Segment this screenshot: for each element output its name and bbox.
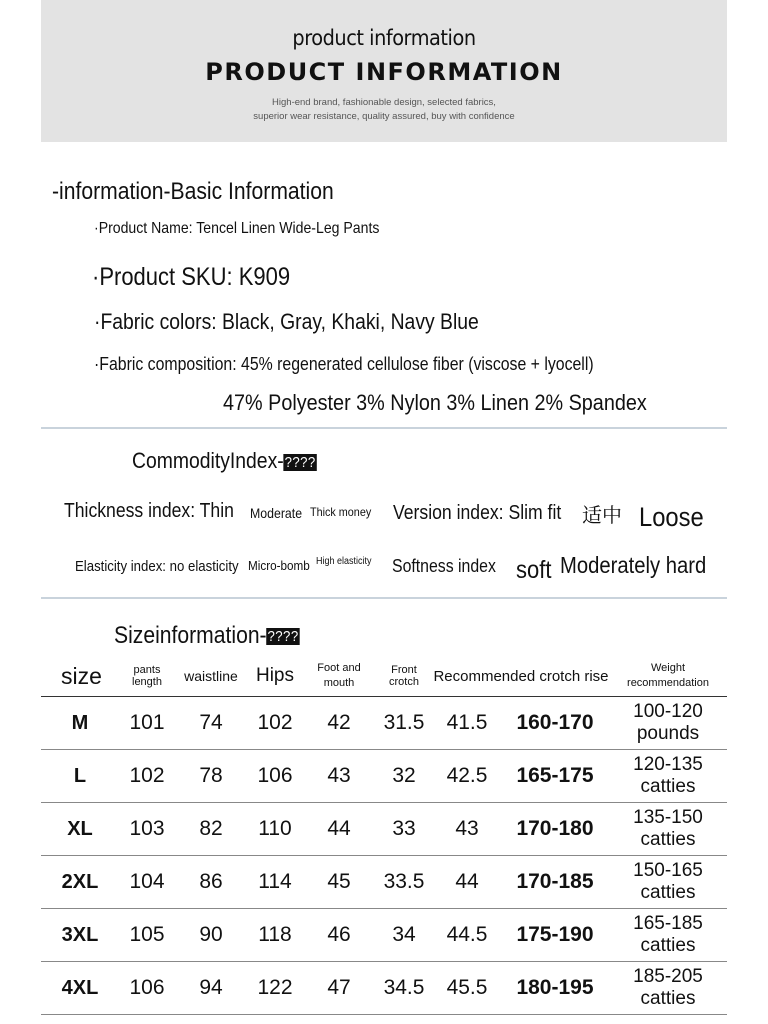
header-crotch-rise: Recommended crotch rise [433, 656, 609, 697]
info-banner [41, 0, 727, 142]
thickness-moderate: Moderate [250, 505, 303, 521]
cell-foot: 43 [303, 750, 375, 803]
version-index: Version index: Slim fit [393, 502, 562, 524]
cell-foot: 44 [303, 803, 375, 856]
table-row [41, 697, 727, 750]
cell-weight: 150-165 catties [609, 856, 727, 909]
header-waistline: waistline [175, 656, 247, 697]
fabric-composition: ·Fabric composition: 45% regenerated cellulose fiber (viscose + lyocell) [94, 354, 594, 374]
cell-rise: 42.5 [433, 750, 501, 803]
cell-size: 4XL [41, 962, 119, 1015]
banner-subtitle [41, 96, 727, 124]
cell-waist: 82 [175, 803, 247, 856]
table-row [41, 962, 727, 1015]
cell-length: 104 [119, 856, 175, 909]
cell-height: 160-170 [501, 697, 609, 750]
header-weight-line2: recommendation [627, 677, 709, 689]
cell-foot: 42 [303, 697, 375, 750]
header-hips: Hips [247, 656, 303, 697]
banner-script-title: product information [292, 26, 476, 50]
size-table [41, 656, 727, 1015]
divider-2 [41, 597, 727, 599]
cell-weight: 120-135 catties [609, 750, 727, 803]
header-size: size [41, 656, 119, 697]
header-weight [609, 656, 727, 697]
cell-rise: 41.5 [433, 697, 501, 750]
cell-length: 102 [119, 750, 175, 803]
commodity-heading-box: ???? [284, 453, 316, 471]
cell-hips: 110 [247, 803, 303, 856]
basic-info-heading: -information-Basic Information [52, 178, 334, 205]
size-table-header [41, 656, 727, 697]
table-row [41, 856, 727, 909]
cell-hips: 114 [247, 856, 303, 909]
version-moderate: 适中 [582, 505, 622, 527]
cell-size: XL [41, 803, 119, 856]
cell-waist: 90 [175, 909, 247, 962]
softness-soft: soft [516, 556, 552, 584]
divider-1 [41, 427, 727, 429]
cell-foot: 46 [303, 909, 375, 962]
cell-weight: 185-205 catties [609, 962, 727, 1015]
cell-hips: 102 [247, 697, 303, 750]
elasticity-index: Elasticity index: no elasticity [75, 558, 239, 575]
commodity-heading [132, 448, 317, 474]
cell-front: 34.5 [375, 962, 433, 1015]
cell-length: 103 [119, 803, 175, 856]
elasticity-high: High elasticity [316, 556, 372, 567]
product-name: ·Product Name: Tencel Linen Wide-Leg Pants [94, 220, 380, 237]
banner-title: PRODUCT INFORMATION [205, 58, 563, 86]
softness-hard: Moderately hard [560, 552, 707, 578]
cell-front: 34 [375, 909, 433, 962]
header-foot-mouth [303, 656, 375, 697]
header-front-crotch: Front crotch [375, 656, 433, 697]
cell-rise: 44.5 [433, 909, 501, 962]
size-info-heading-text: Sizeinformation- [114, 622, 267, 649]
cell-foot: 47 [303, 962, 375, 1015]
cell-size: L [41, 750, 119, 803]
cell-length: 106 [119, 962, 175, 1015]
version-loose: Loose [639, 502, 704, 532]
cell-height: 180-195 [501, 962, 609, 1015]
cell-rise: 44 [433, 856, 501, 909]
banner-subtitle-line1: High-end brand, fashionable design, selected fabrics, [272, 97, 496, 108]
cell-front: 33.5 [375, 856, 433, 909]
thickness-thick: Thick money [310, 505, 372, 519]
cell-size: M [41, 697, 119, 750]
header-foot-line1: Foot and [317, 662, 361, 674]
table-row [41, 909, 727, 962]
cell-rise: 45.5 [433, 962, 501, 1015]
cell-rise: 43 [433, 803, 501, 856]
header-foot-line2: mouth [323, 677, 355, 689]
cell-waist: 86 [175, 856, 247, 909]
cell-hips: 106 [247, 750, 303, 803]
size-info-heading [114, 622, 299, 650]
cell-size: 2XL [41, 856, 119, 909]
commodity-heading-text: CommodityIndex- [132, 448, 284, 473]
fabric-composition-2: 47% Polyester 3% Nylon 3% Linen 2% Spandex [223, 390, 647, 415]
cell-height: 170-185 [501, 856, 609, 909]
size-info-heading-box: ???? [267, 628, 299, 646]
size-table-body [41, 697, 727, 1015]
header-pants-length: pants length [119, 656, 175, 697]
softness-index: Softness index [392, 556, 496, 576]
cell-weight: 165-185 catties [609, 909, 727, 962]
cell-height: 170-180 [501, 803, 609, 856]
elasticity-micro: Micro-bomb [248, 558, 310, 573]
cell-front: 31.5 [375, 697, 433, 750]
cell-hips: 122 [247, 962, 303, 1015]
cell-waist: 74 [175, 697, 247, 750]
table-row [41, 750, 727, 803]
cell-hips: 118 [247, 909, 303, 962]
header-weight-line1: Weight [650, 662, 686, 674]
cell-waist: 94 [175, 962, 247, 1015]
cell-height: 165-175 [501, 750, 609, 803]
cell-front: 33 [375, 803, 433, 856]
cell-waist: 78 [175, 750, 247, 803]
cell-weight: 100-120 pounds [609, 697, 727, 750]
product-sku: ·Product SKU: K909 [92, 263, 291, 291]
table-row [41, 803, 727, 856]
cell-front: 32 [375, 750, 433, 803]
cell-foot: 45 [303, 856, 375, 909]
cell-weight: 135-150 catties [609, 803, 727, 856]
banner-subtitle-line2: superior wear resistance, quality assured, buy with confidence [253, 111, 515, 122]
cell-length: 101 [119, 697, 175, 750]
fabric-colors: ·Fabric colors: Black, Gray, Khaki, Navy Blue [94, 309, 479, 334]
cell-height: 175-190 [501, 909, 609, 962]
cell-length: 105 [119, 909, 175, 962]
thickness-index: Thickness index: Thin [64, 500, 234, 522]
cell-size: 3XL [41, 909, 119, 962]
